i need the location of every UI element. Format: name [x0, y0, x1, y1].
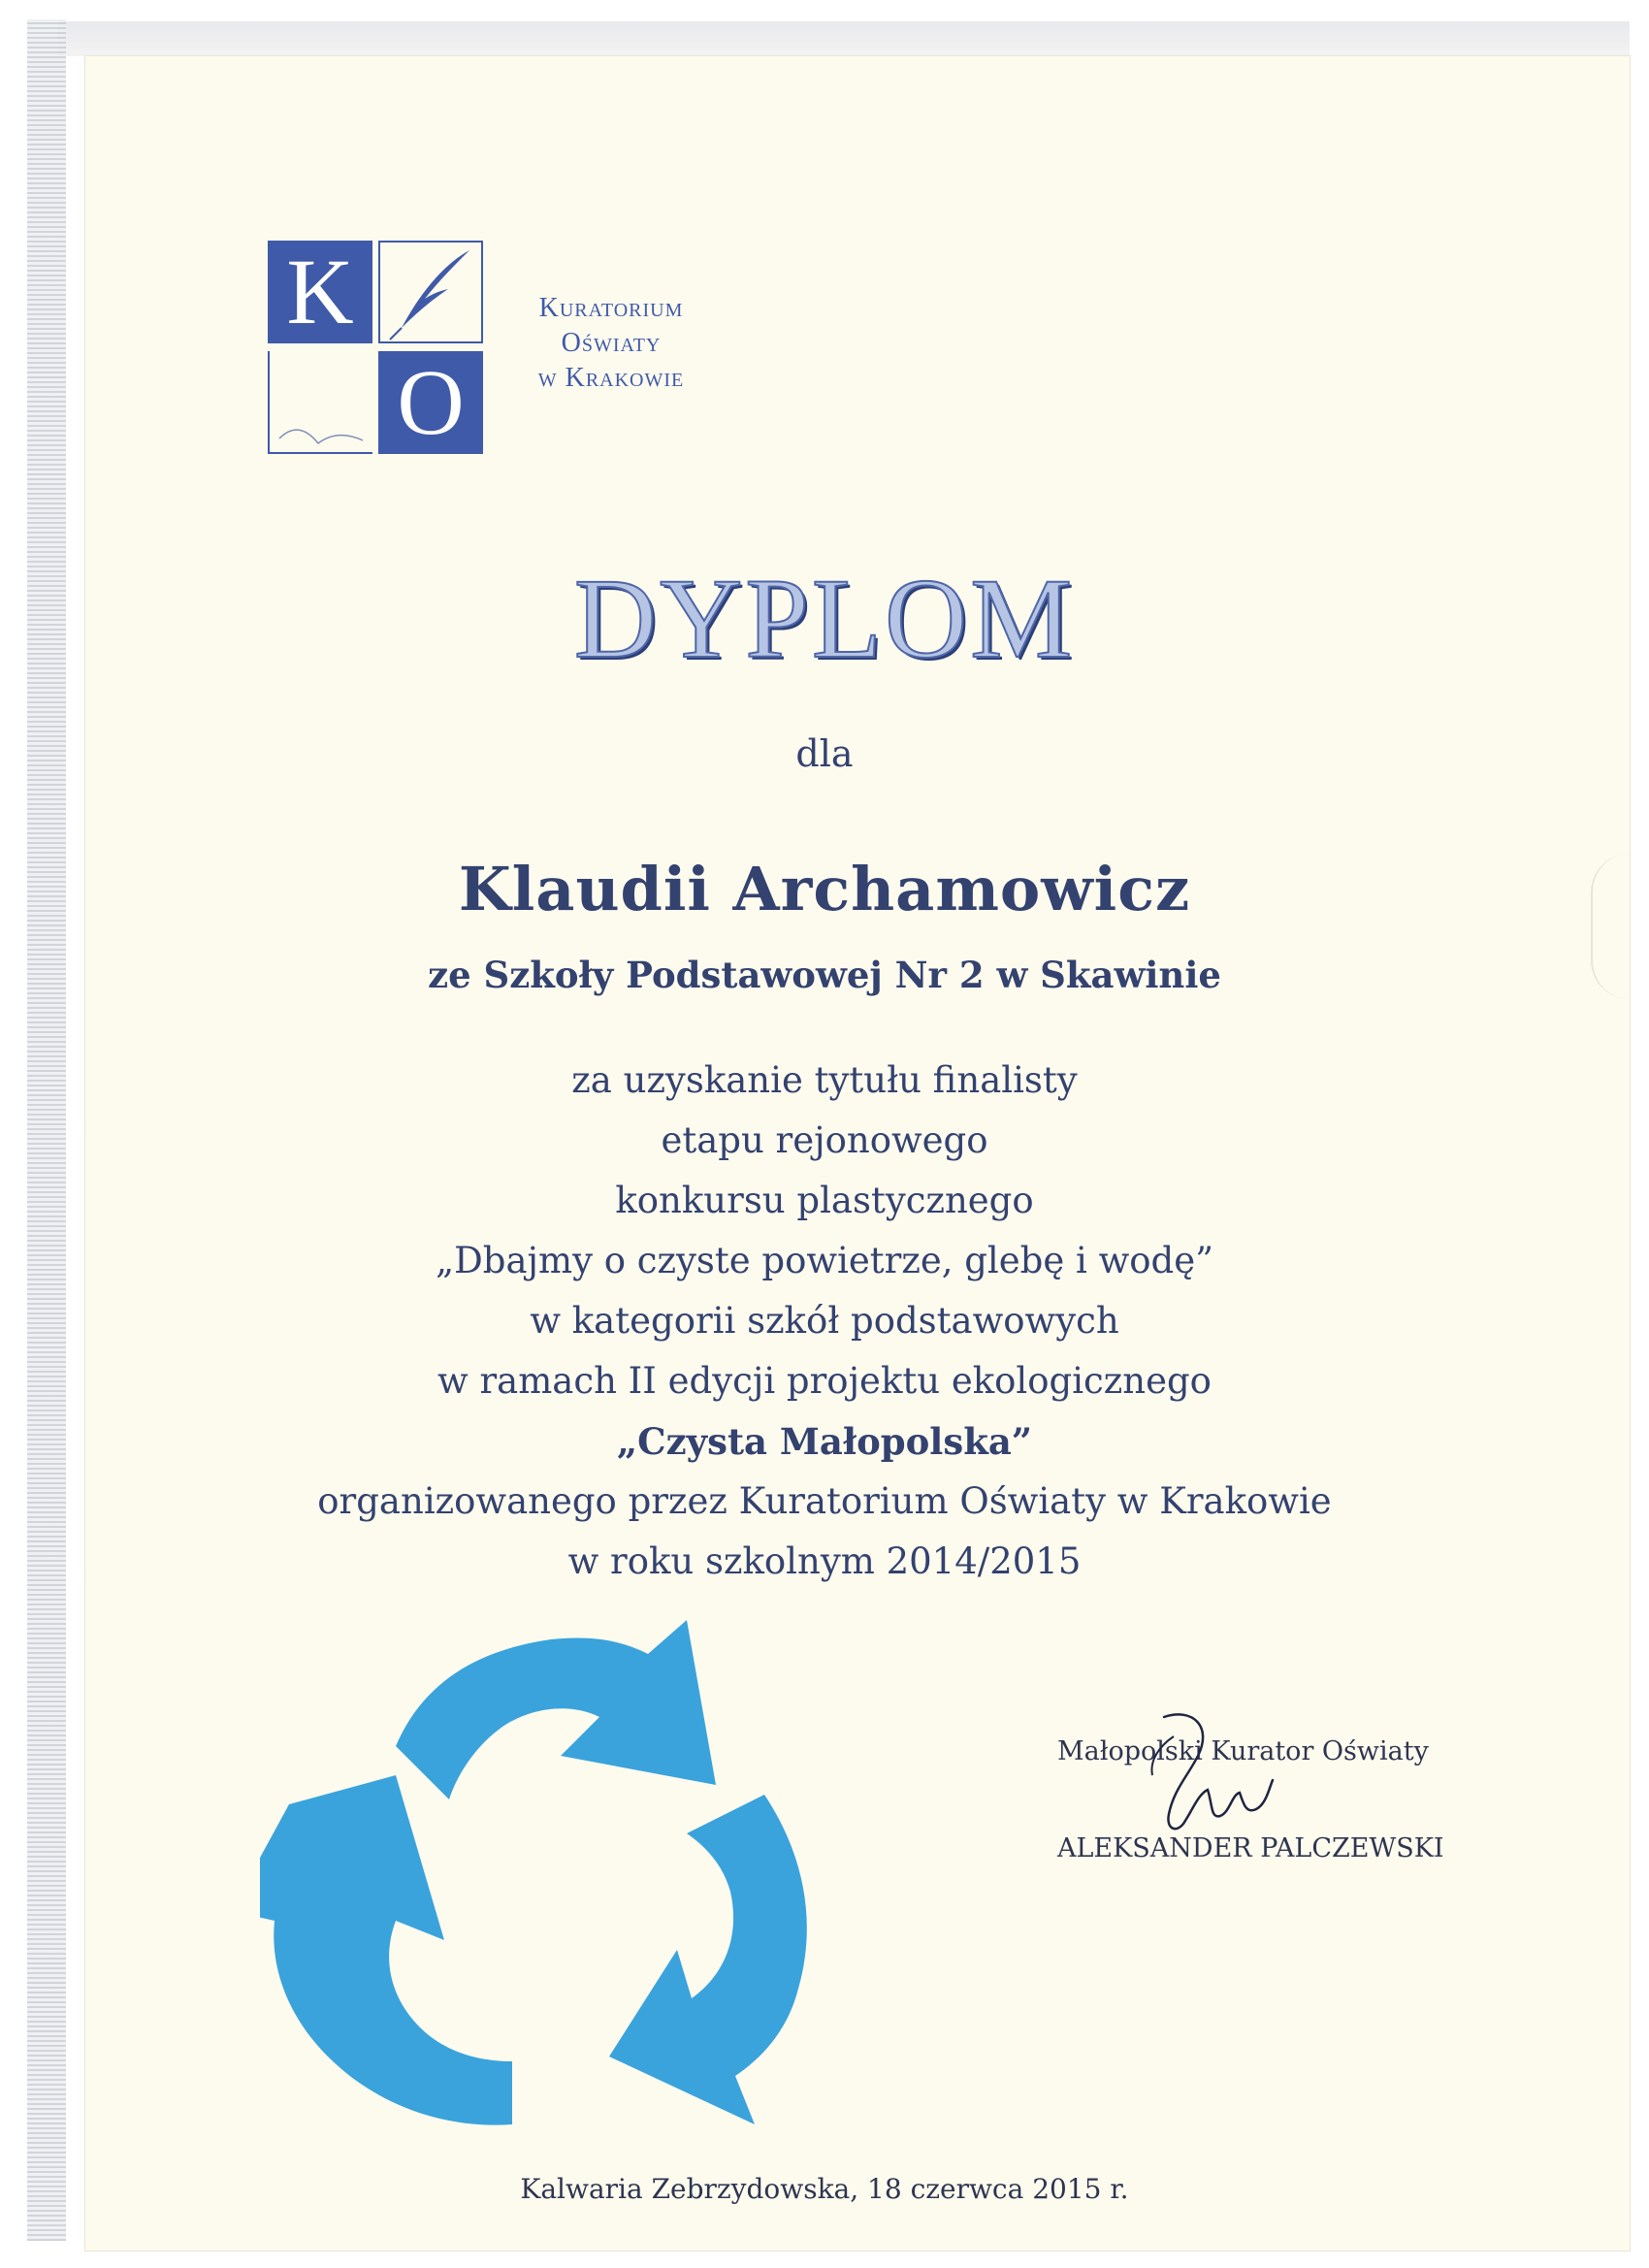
logo-letter-k: K: [268, 241, 372, 343]
scan-shadow: [58, 21, 1630, 56]
logo-org-name: [504, 291, 718, 396]
recycle-icon: [260, 1601, 823, 2144]
diploma-body: [0, 1051, 1649, 1592]
body-line-6: w ramach II edycji projektu ekologicznego: [437, 1360, 1212, 1402]
project-name: „Czysta Małopolska”: [616, 1420, 1033, 1463]
kuratorium-logo: [268, 241, 491, 460]
body-line-2: etapu rejonowego: [661, 1119, 988, 1161]
for-label: dla: [795, 732, 854, 775]
logo-blank-cell: [268, 351, 372, 454]
body-line-4: „Dbajmy o czyste powietrze, glebę i wodę”: [435, 1240, 1214, 1281]
feather-pen-icon: [378, 241, 483, 343]
logo-org-line-3: w Krakowie: [537, 363, 685, 393]
body-line-8: w roku szkolnym 2014/2015: [567, 1540, 1082, 1582]
logo-letter-o: O: [378, 351, 483, 454]
diploma-title: DYPLOM: [573, 555, 1076, 682]
body-line-1: za uzyskanie tytułu finalisty: [571, 1059, 1078, 1101]
recipient-school: ze Szkoły Podstawowej Nr 2 w Skawinie: [428, 954, 1221, 996]
body-line-5: w kategorii szkół podstawowych: [530, 1300, 1119, 1342]
body-line-3: konkursu plastycznego: [615, 1180, 1034, 1221]
signatory-name: ALEKSANDER PALCZEWSKI: [1057, 1833, 1444, 1863]
signatory-title: Małopolski Kurator Oświaty: [1057, 1736, 1429, 1766]
place-and-date: Kalwaria Zebrzydowska, 18 czerwca 2015 r.: [520, 2173, 1129, 2205]
logo-org-line-1: Kuratorium: [538, 293, 684, 323]
body-line-7: organizowanego przez Kuratorium Oświaty w Krakowie: [317, 1480, 1332, 1522]
logo-org-line-2: Oświaty: [561, 328, 662, 358]
recipient-name: Klaudii Archamowicz: [458, 854, 1191, 924]
